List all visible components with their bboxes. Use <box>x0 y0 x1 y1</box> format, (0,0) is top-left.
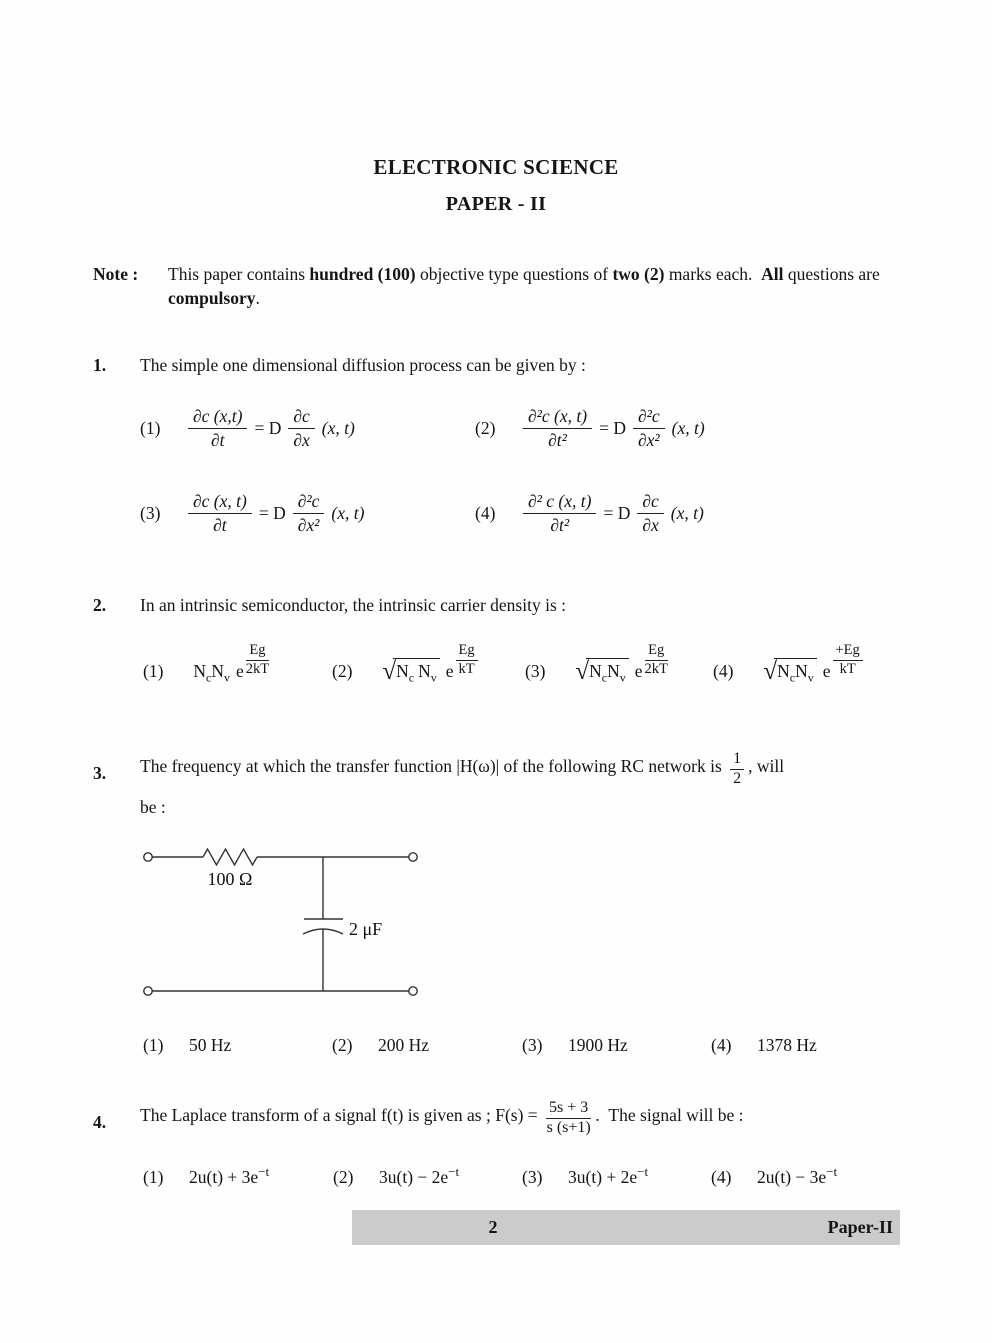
option-value: $2u(t) - 3e^{-t}$ <box>757 1164 838 1187</box>
note-line-2: questions are compulsory. <box>168 264 880 308</box>
q1-option-3 <box>140 484 364 542</box>
q2-option-4 <box>713 643 863 685</box>
formula: $\frac{\text{∂² c (x, t)}}{\text{∂t²}}$ = D $\frac{\partial c}{\partial x}$ (x, t) <box>523 491 704 535</box>
q1-option-4 <box>475 484 704 542</box>
q2-option-3 <box>525 643 668 685</box>
q1-option-2 <box>475 399 705 457</box>
note-block <box>93 262 901 310</box>
note-label: Note : <box>93 264 139 284</box>
q3-text-line2: be : <box>140 797 166 817</box>
q1-number: 1. <box>93 355 107 375</box>
option-label: (4) <box>475 502 496 523</box>
note-line-1: This paper contains hundred (100) objective type questions of two (2) marks each. All <box>168 264 784 284</box>
sqrt-icon: √ <box>763 657 778 685</box>
option-value: $2u(t) + 3e^{-t}$ <box>189 1164 270 1187</box>
sqrt-icon: √ <box>575 657 590 685</box>
q3-text-line1: The frequency at which the transfer function |H(ω)| of the following RC network is $\frac{1}{2}$ , will <box>140 750 785 787</box>
q4-number: 4. <box>93 1112 107 1132</box>
q4-text: The Laplace transform of a signal f(t) is given as ; F(s) = $\frac{5s + 3}{s (s+1)}$ . The signal will be : <box>140 1099 744 1136</box>
note-text <box>168 262 901 310</box>
footer-paper-label: Paper-II <box>827 1217 893 1237</box>
q3-option-2 <box>332 1035 429 1056</box>
option-label: (4) <box>713 660 734 681</box>
option-label: (3) <box>525 660 546 681</box>
terminal-circle <box>144 987 152 995</box>
half-fraction: $\frac{1}{2}$ <box>730 751 744 788</box>
q3-number: 3. <box>93 763 107 783</box>
q4-option-3 <box>522 1164 648 1188</box>
option-label: (1) <box>140 417 161 438</box>
q2-option-1 <box>143 643 269 685</box>
option-label: (3) <box>522 1167 543 1187</box>
sqrt-icon: √ <box>382 657 397 685</box>
terminal-circle <box>409 987 417 995</box>
formula: $\frac{\text{∂²c (x, t)}}{\text{∂t²}}$ = D $\frac{\text{∂²c}}{\text{∂x²}}$ (x, t) <box>523 406 705 450</box>
formula: $√N_cN_v$ e $\frac{Eg}{2kT}$ <box>575 642 668 685</box>
transfer-function: |H(ω)| <box>456 755 500 776</box>
rc-network-diagram <box>140 843 430 1003</box>
formula: $√N_cN_v$ e $\frac{+Eg}{kT}$ <box>763 661 862 681</box>
capacitor-label: 2 μF <box>349 919 383 939</box>
laplace-fraction: $\frac{5s + 3}{s (s+1)}$ <box>546 1099 591 1136</box>
page-subtitle: PAPER - II <box>445 193 547 215</box>
terminal-circle <box>409 853 417 861</box>
option-label: (1) <box>143 1035 164 1055</box>
option-label: (2) <box>475 417 496 438</box>
option-value: 200 Hz <box>378 1035 430 1055</box>
q2-text: In an intrinsic semiconductor, the intrinsic carrier density is : <box>140 595 566 615</box>
formula: $\frac{\partial c (x,t)}{\partial t}$ = D $\frac{\partial c}{\partial x}$ (x, t) <box>188 406 355 450</box>
option-label: (3) <box>522 1035 543 1055</box>
page-number: 2 <box>488 1217 498 1237</box>
q3-option-1 <box>143 1035 231 1056</box>
q3-option-3 <box>522 1035 628 1056</box>
q4-option-4 <box>711 1164 837 1188</box>
q1-option-1 <box>140 399 355 457</box>
option-label: (1) <box>143 1167 164 1187</box>
option-label: (2) <box>333 1167 354 1187</box>
option-label: (4) <box>711 1035 732 1055</box>
option-label: (4) <box>711 1167 732 1187</box>
q4-option-1 <box>143 1164 269 1188</box>
option-value: $3u(t) + 2e^{-t}$ <box>568 1164 649 1187</box>
option-label: (2) <box>332 1035 353 1055</box>
footer-bar <box>352 1210 900 1245</box>
formula: $N_cN_v$ e $\frac{Eg}{2kT}$ <box>193 642 270 685</box>
option-label: (3) <box>140 502 161 523</box>
q4-option-2 <box>333 1164 459 1188</box>
q3-option-4 <box>711 1035 817 1056</box>
formula: $\frac{\partial c (x, t)}{\partial t}$ = D $\frac{\text{∂²c}}{\text{∂x²}}$ (x, t) <box>188 491 364 535</box>
option-label: (2) <box>332 660 353 681</box>
page-title: ELECTRONIC SCIENCE <box>373 155 619 179</box>
option-value: 50 Hz <box>189 1035 232 1055</box>
q2-option-2 <box>332 643 478 685</box>
terminal-circle <box>144 853 152 861</box>
option-value: 1900 Hz <box>568 1035 628 1055</box>
formula: $√N_c$ $N_v$ e $\frac{Eg}{kT}$ <box>382 661 477 681</box>
resistor-symbol <box>203 849 257 865</box>
q1-text: The simple one dimensional diffusion process can be given by : <box>140 355 586 375</box>
option-value: $3u(t) - 2e^{-t}$ <box>379 1164 460 1187</box>
option-value: 1378 Hz <box>757 1035 817 1055</box>
resistor-label: 100 Ω <box>207 869 253 889</box>
q2-number: 2. <box>93 595 107 615</box>
option-label: (1) <box>143 660 164 681</box>
